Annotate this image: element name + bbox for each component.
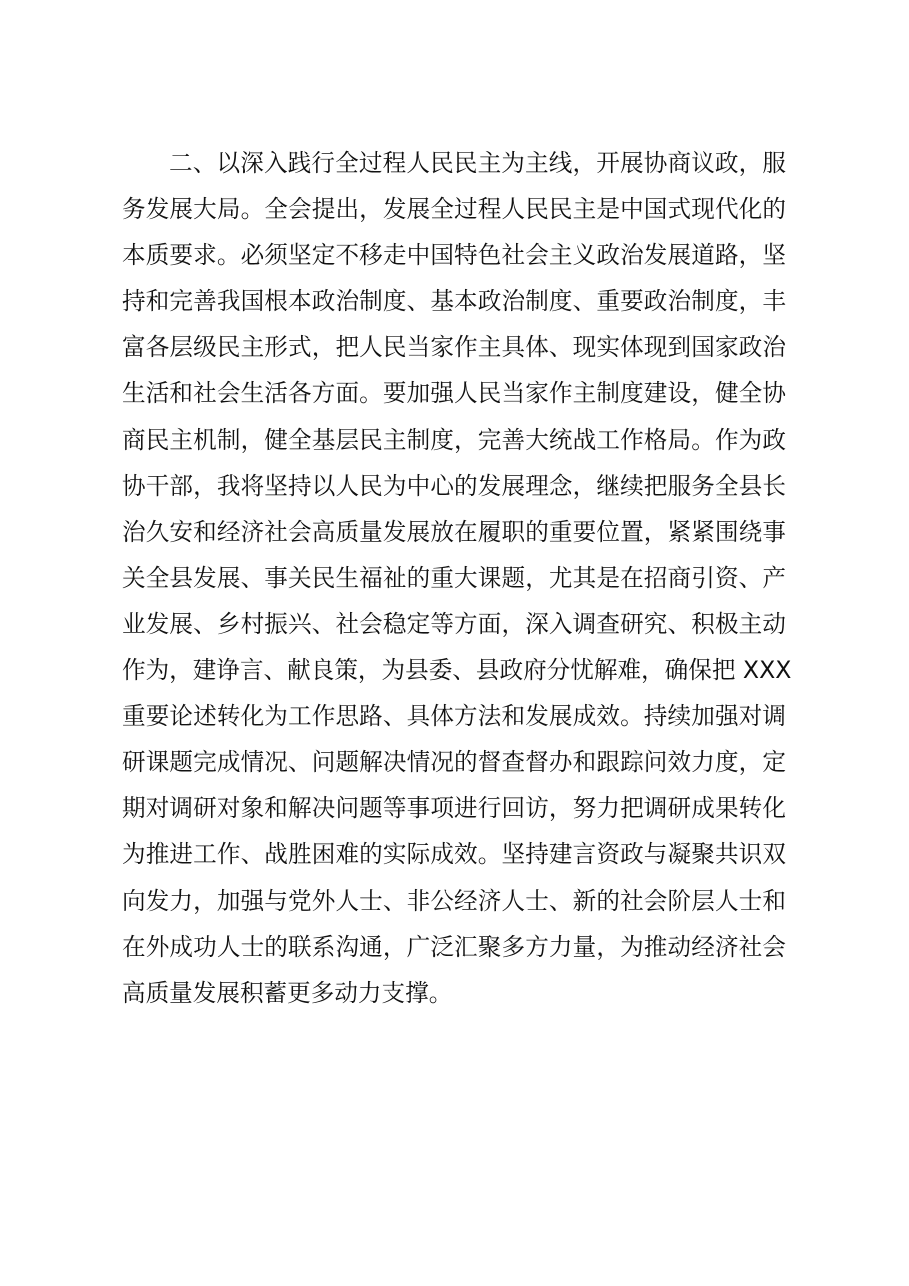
- paragraph-line-17: 向发力，加强与党外人士、非公经济人士、新的社会阶层人士和: [122, 886, 786, 915]
- paragraph-line-13: 重要论述转化为工作思路、具体方法和发展成效。持续加强对调: [122, 702, 786, 731]
- paragraph-line-10: 关全县发展、事关民生福祉的重大课题，尤其是在招商引资、产: [122, 563, 786, 592]
- paragraph-line-12: 作为，建诤言、献良策，为县委、县政府分忧解难，确保把 XXX: [122, 656, 792, 685]
- paragraph-line-11: 业发展、乡村振兴、社会稳定等方面，深入调查研究、积极主动: [122, 609, 786, 638]
- paragraph-line-15: 期对调研对象和解决问题等事项进行回访，努力把调研成果转化: [122, 794, 786, 823]
- paragraph-line-8: 协干部，我将坚持以人民为中心的发展理念，继续把服务全县长: [122, 471, 786, 500]
- paragraph-line-5: 富各层级民主形式，把人民当家作主具体、现实体现到国家政治: [122, 333, 786, 362]
- paragraph-line-19: 高质量发展积蓄更多动力支撑。: [122, 978, 453, 1007]
- paragraph-line-14: 研课题完成情况、问题解决情况的督查督办和跟踪问效力度，定: [122, 748, 786, 777]
- body-paragraph: [122, 140, 792, 1016]
- paragraph-line-7: 商民主机制，健全基层民主制度，完善大统战工作格局。作为政: [122, 425, 786, 454]
- paragraph-line-3: 本质要求。必须坚定不移走中国特色社会主义政治发展道路，坚: [122, 241, 786, 270]
- paragraph-line-9: 治久安和经济社会高质量发展放在履职的重要位置，紧紧围绕事: [122, 517, 786, 546]
- paragraph-line-1: 二、以深入践行全过程人民民主为主线，开展协商议政，服: [169, 149, 786, 177]
- paragraph-line-4: 持和完善我国根本政治制度、基本政治制度、重要政治制度，丰: [122, 287, 786, 316]
- paragraph-line-6: 生活和社会生活各方面。要加强人民当家作主制度建设，健全协: [122, 379, 786, 408]
- paragraph-line-18: 在外成功人士的联系沟通，广泛汇聚多方力量，为推动经济社会: [122, 932, 786, 961]
- paragraph-line-16: 为推进工作、战胜困难的实际成效。坚持建言资政与凝聚共识双: [122, 840, 786, 869]
- paragraph-line-2: 务发展大局。全会提出，发展全过程人民民主是中国式现代化的: [122, 195, 786, 224]
